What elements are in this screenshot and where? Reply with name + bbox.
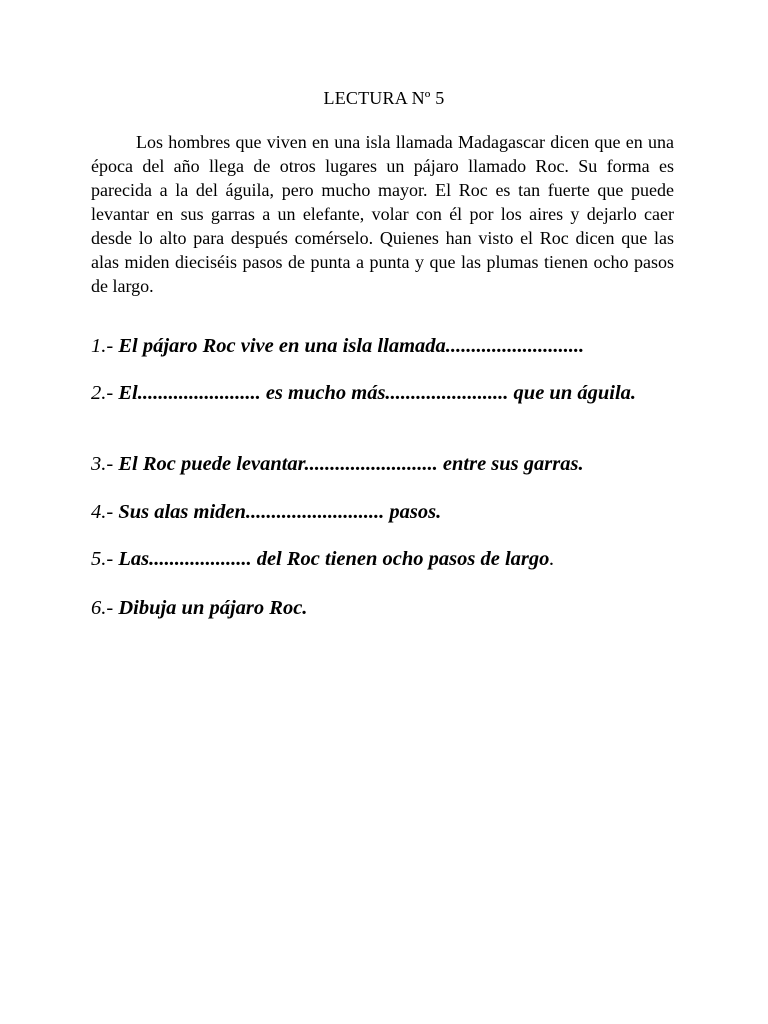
question-6-number: 6.- — [91, 597, 114, 619]
question-4-text: Sus alas miden........................... pasos. — [118, 501, 442, 523]
question-6-text: Dibuja un pájaro Roc. — [118, 597, 308, 619]
question-5-number: 5.- — [91, 548, 114, 570]
question-4-number: 4.- — [91, 501, 114, 523]
question-5 — [91, 547, 674, 571]
question-2-text: El........................ es mucho más........................ que un águila. — [118, 382, 637, 404]
question-5-period: . — [549, 548, 555, 570]
question-3-text: El Roc puede levantar.......................... entre sus garras. — [118, 453, 584, 475]
question-6 — [91, 596, 674, 620]
question-4 — [91, 500, 674, 524]
question-1-number: 1.- — [91, 335, 114, 357]
question-3-number: 3.- — [91, 453, 114, 475]
question-2-number: 2.- — [91, 382, 114, 404]
question-2 — [91, 381, 674, 405]
question-1-text: El pájaro Roc vive en una isla llamada........................... — [118, 335, 585, 357]
document-title: LECTURA Nº 5 — [323, 88, 445, 108]
question-5-text: Las.................... del Roc tienen ocho pasos de largo — [118, 548, 550, 570]
question-3 — [91, 452, 674, 476]
reading-paragraph: Los hombres que viven en una isla llamada Madagascar dicen que en una época del año llega de otros lugares un pájaro llamado Roc. Su forma es parecida a la del águila, pero mucho mayor. El Roc es tan fuerte que puede levantar en sus garras a un elefante, volar con él por los aires y dejarlo caer desde lo alto para después comérselo. Quienes han visto el Roc dicen que las alas miden dieciséis pasos de punta a punta y que las plumas tienen ocho pasos de largo. — [91, 132, 674, 296]
question-1 — [91, 334, 674, 358]
